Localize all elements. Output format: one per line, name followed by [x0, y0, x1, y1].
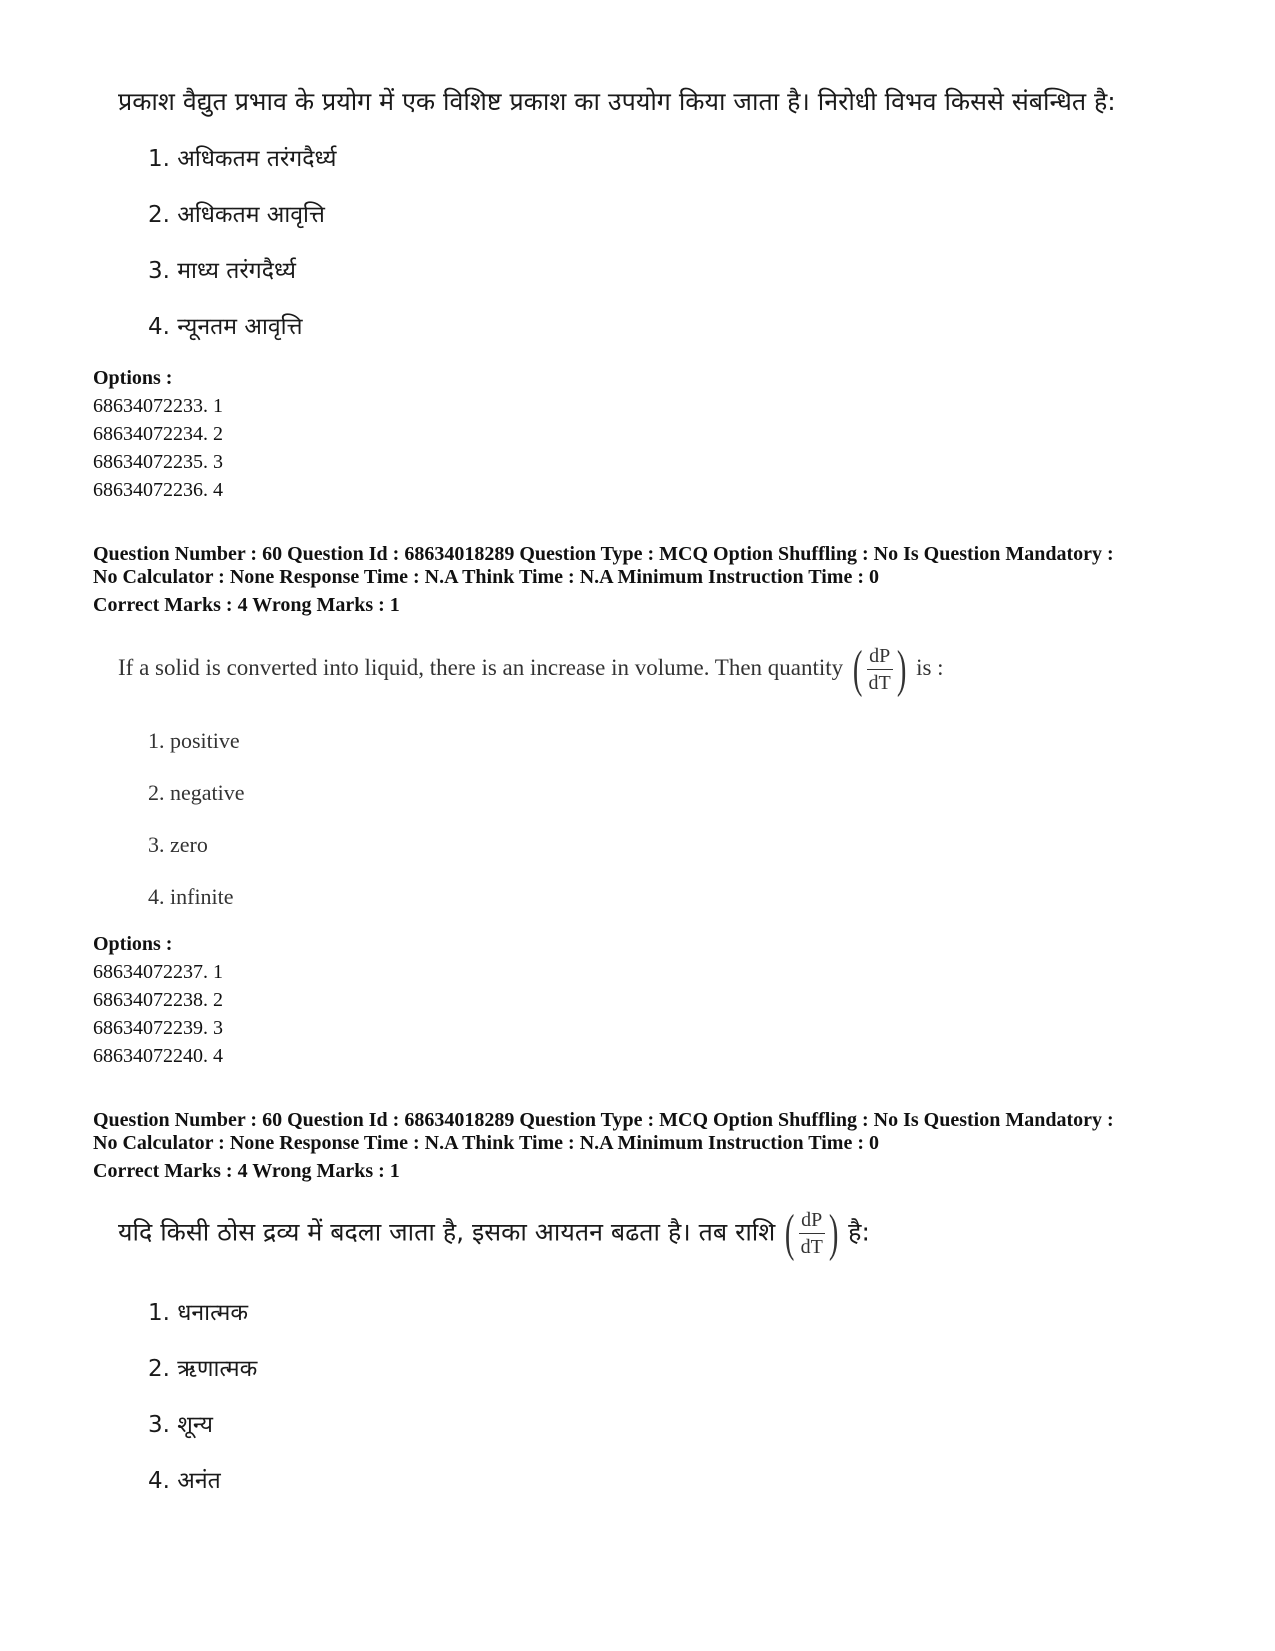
question-meta-line-1: Question Number : 60 Question Id : 68634018289 Question Type : MCQ Option Shuffling : No Is Question Mandatory :	[93, 1109, 1114, 1131]
stem-text-after: है:	[848, 1217, 870, 1247]
option-id-line: 68634072240. 4	[93, 1045, 223, 1067]
choice-1: 1. अधिकतम तरंगदैर्ध्य	[148, 146, 337, 172]
choice-3: 3. zero	[148, 832, 208, 857]
fraction-dp-dt: ( $\frac{dP}{dT}$ )	[853, 640, 907, 698]
fraction-numerator: dP	[799, 1207, 825, 1234]
option-id-line: 68634072234. 2	[93, 423, 223, 445]
fraction-denominator: dT	[800, 1236, 823, 1258]
stem-text-after: is :	[916, 654, 944, 680]
fraction-dp-dt: ( $\frac{dP}{dT}$ )	[785, 1204, 839, 1262]
question-stem-english	[118, 640, 944, 698]
choice-2: 2. अधिकतम आवृत्ति	[148, 202, 325, 228]
option-id-line: 68634072237. 1	[93, 961, 223, 983]
options-heading: Options :	[93, 933, 173, 955]
fraction-numerator: dP	[867, 643, 893, 670]
option-id-line: 68634072238. 2	[93, 989, 223, 1011]
options-heading: Options :	[93, 367, 173, 389]
option-id-line: 68634072236. 4	[93, 479, 223, 501]
fraction-denominator: dT	[868, 672, 891, 694]
choice-4: 4. न्यूनतम आवृत्ति	[148, 314, 303, 340]
question-meta-line-2: No Calculator : None Response Time : N.A Think Time : N.A Minimum Instruction Time : 0	[93, 566, 879, 588]
stem-text-before: यदि किसी ठोस द्रव्य में बदला जाता है, इसका आयतन बढता है। तब राशि	[118, 1217, 776, 1247]
choice-1: 1. धनात्मक	[148, 1300, 249, 1326]
question-meta-line-2: No Calculator : None Response Time : N.A Think Time : N.A Minimum Instruction Time : 0	[93, 1132, 879, 1154]
option-id-line: 68634072233. 1	[93, 395, 223, 417]
question-marks: Correct Marks : 4 Wrong Marks : 1	[93, 594, 400, 616]
question-stem-hindi	[118, 1204, 870, 1262]
choice-2: 2. negative	[148, 780, 245, 805]
choice-2: 2. ऋणात्मक	[148, 1356, 258, 1382]
option-id-line: 68634072235. 3	[93, 451, 223, 473]
choice-3: 3. माध्य तरंगदैर्ध्य	[148, 258, 296, 284]
choice-1: 1. positive	[148, 728, 240, 753]
option-id-line: 68634072239. 3	[93, 1017, 223, 1039]
question-marks: Correct Marks : 4 Wrong Marks : 1	[93, 1160, 400, 1182]
question-meta-line-1: Question Number : 60 Question Id : 68634018289 Question Type : MCQ Option Shuffling : No Is Question Mandatory :	[93, 543, 1114, 565]
choice-4: 4. अनंत	[148, 1468, 221, 1494]
choice-3: 3. शून्य	[148, 1412, 214, 1438]
choice-4: 4. infinite	[148, 884, 234, 909]
stem-text-before: If a solid is converted into liquid, there is an increase in volume. Then quantity	[118, 654, 844, 680]
question-stem-hindi-photoelectric: प्रकाश वैद्युत प्रभाव के प्रयोग में एक विशिष्ट प्रकाश का उपयोग किया जाता है। निरोधी विभव किससे संबन्धित है:	[118, 87, 1116, 116]
